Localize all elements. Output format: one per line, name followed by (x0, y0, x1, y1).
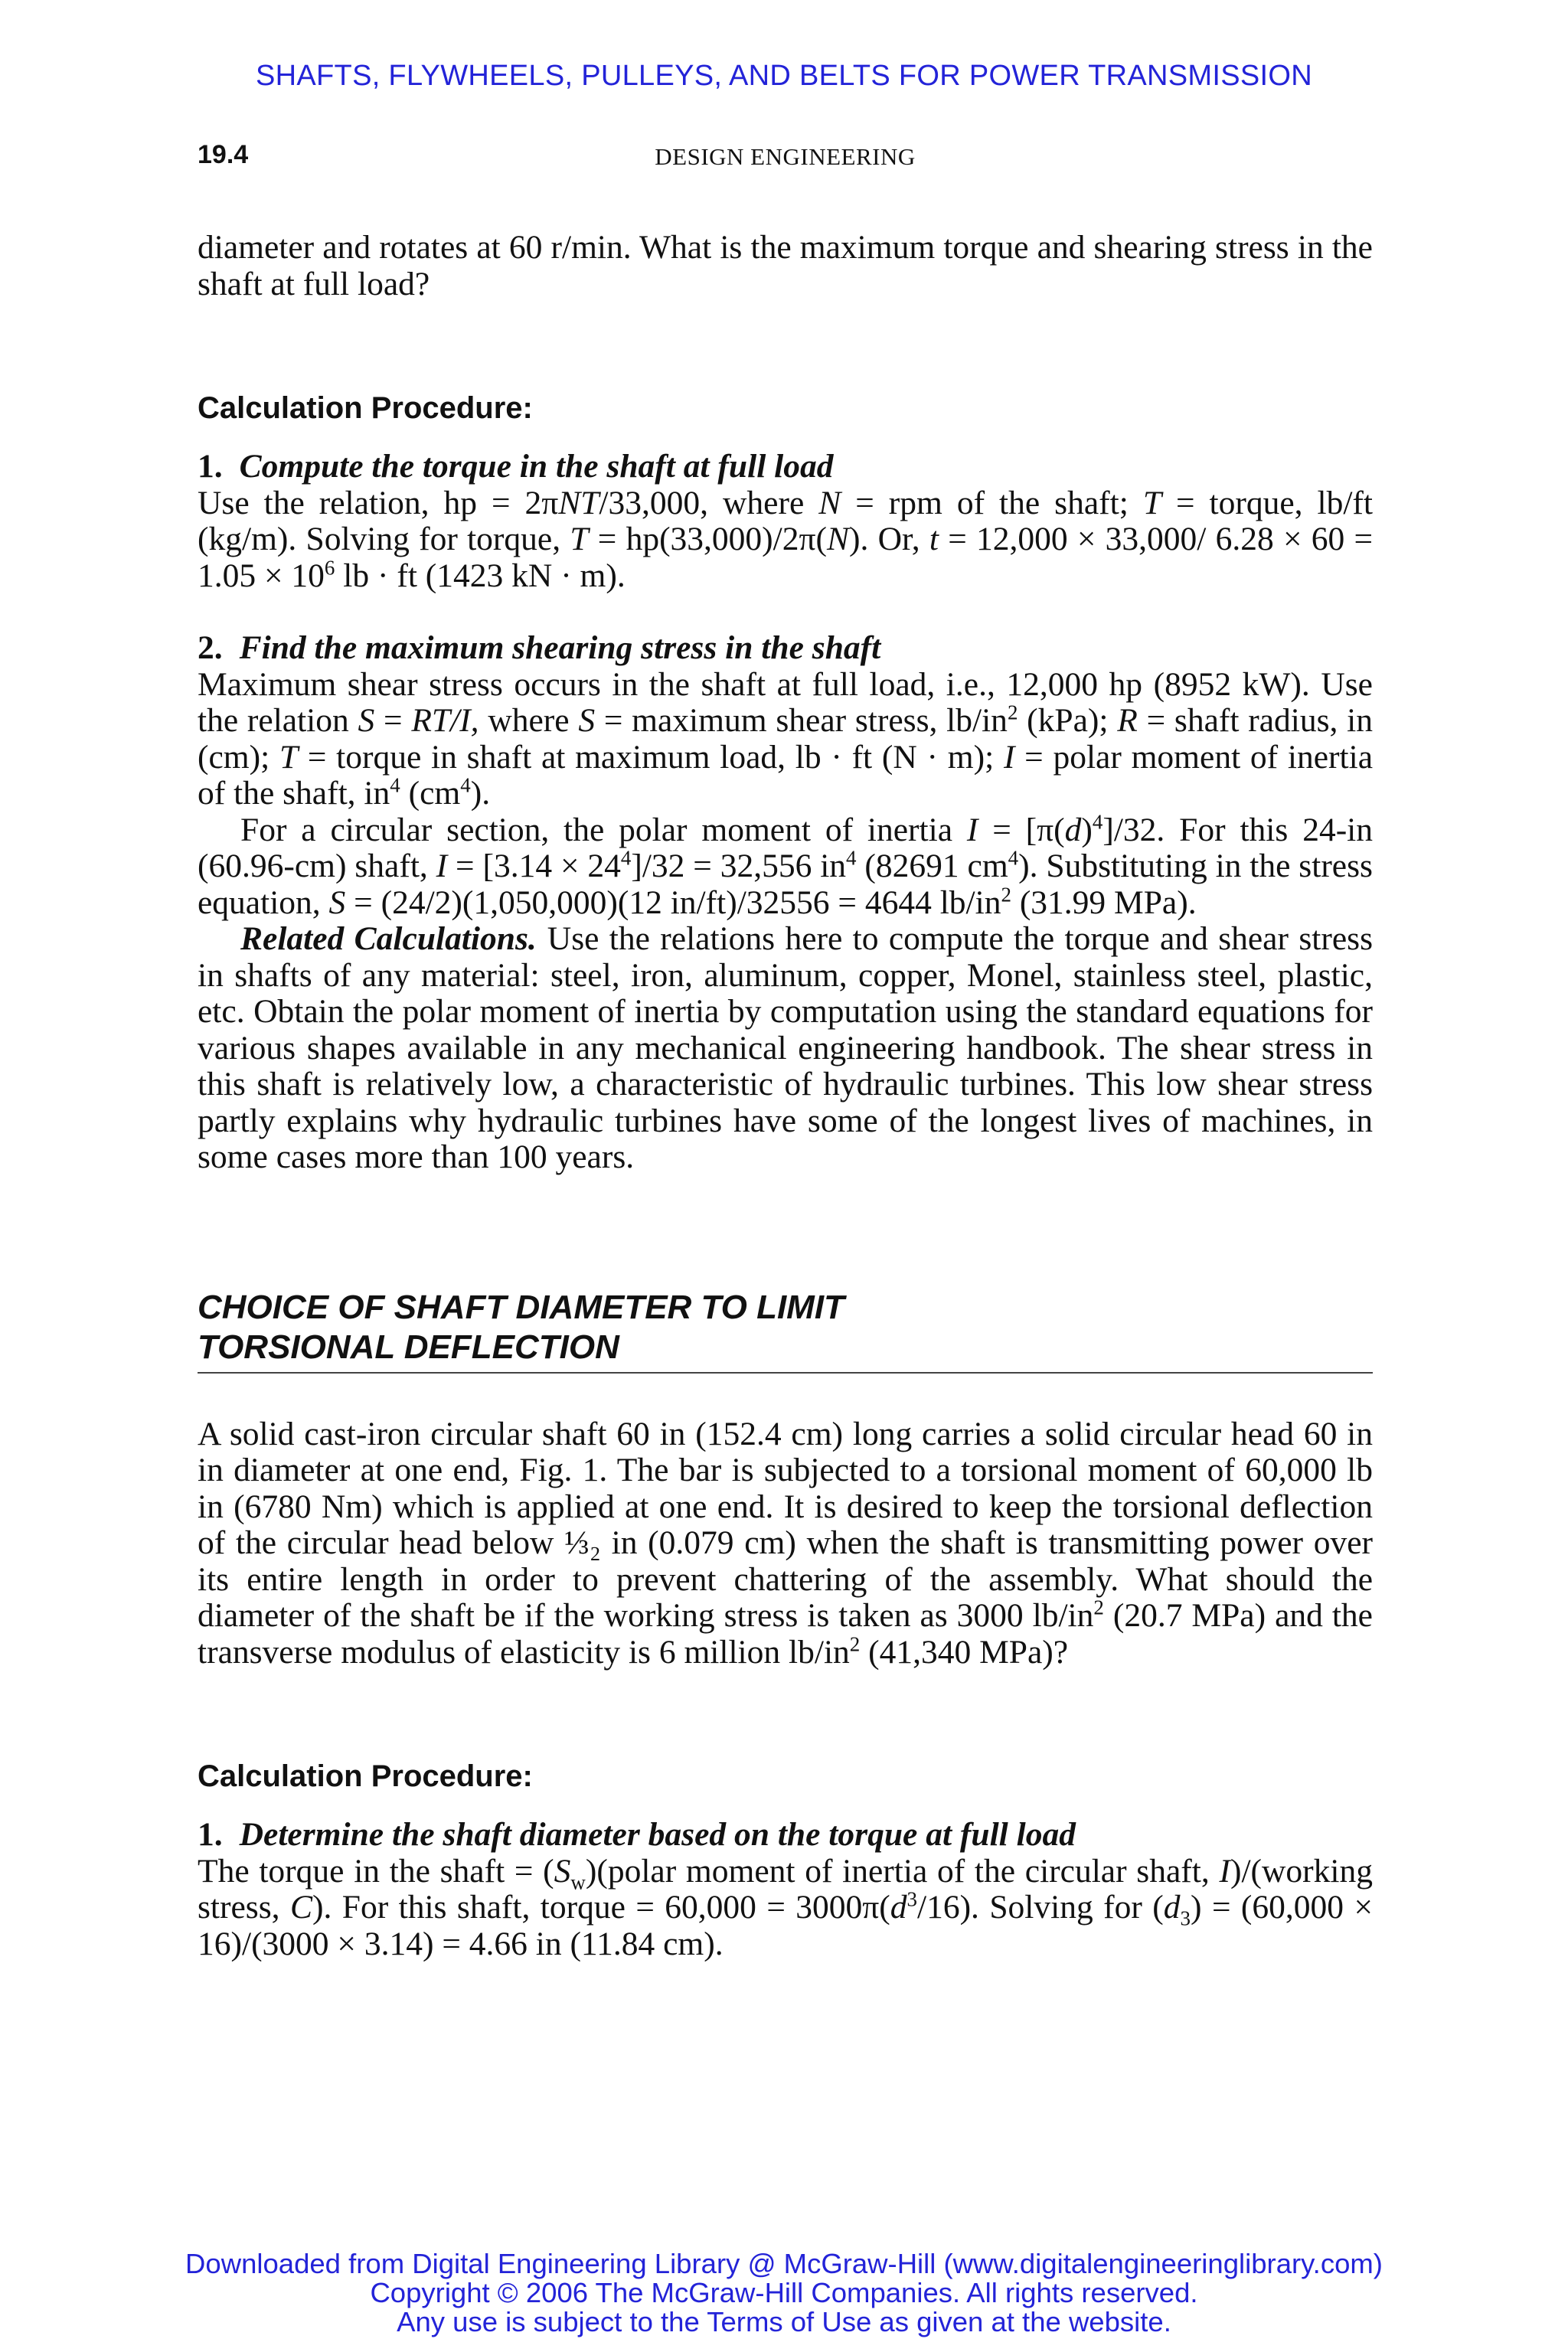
footer-line: Copyright © 2006 The McGraw-Hill Companies. All rights reserved. (370, 2277, 1198, 2308)
chapter-banner: SHAFTS, FLYWHEELS, PULLEYS, AND BELTS FOR POWER TRANSMISSION (256, 60, 1312, 92)
step-paragraph: Use the relation, hp = 2πNT/33,000, where N = rpm of the shaft; T = torque, lb/ft (kg/m). Solving for torque, T = hp(33,000)/2π(N). Or, t = 12,000 × 33,000/ $6.28 \times 60 = 1.05 \times 10^6$ lb · ft (1423 kN · m). (198, 484, 1373, 594)
step-paragraph: For a circular section, the polar moment of inertia $I = [\pi(d)^4]/32$. For this 24-in (60.96-cm) shaft, $I = [3.14 \times 24^4]/32 = 32,556$ $in^4$ (82691 $cm^4$). Substituting in the stress equation, S = (24/2)(1,050,000)(12 in/ft)/32556 = 4644 $lb/in^2$ (31.99 MPa). (198, 810, 1374, 921)
step-heading (198, 630, 1373, 667)
section-title: CHOICE OF SHAFT DIAMETER TO LIMIT TORSIONAL DEFLECTION (198, 1288, 1373, 1374)
step-paragraph: Maximum shear stress occurs in the shaft at full load, i.e., 12,000 hp (8952 kW). Use the relation S = RT/I, where S = maximum shear stress, $lb/in^2$ (kPa); R = shaft radius, in (cm); T = torque in shaft at maximum load, lb · ft (N · m); I = polar moment of inertia of the shaft, $in^4$ $(cm^4)$. (198, 665, 1373, 812)
problem-statement: A solid cast-iron circular shaft 60 in (152.4 cm) long carries a solid circular head 60 in in diameter at one end, Fig. 1. The bar is subjected to a torsional moment of 60,000 lb in (6780 Nm) which is applied at one end. It is desired to keep the torsional deflection of the circular head below ⅓₂ in (0.079 cm) when the shaft is transmitting power over its entire length in order to prevent chattering of the assembly. What should the diameter of the shaft be if the working stress is taken as 3000 $lb/in^2$ (20.7 MPa) and the transverse modulus of elasticity is 6 million $lb/in^2$ (41,340 MPa)? (198, 1415, 1373, 1671)
related-calculations-label: Related Calculations. (240, 920, 537, 957)
calculation-procedure-label: Calculation Procedure: (198, 391, 533, 425)
step-number: 2. (198, 629, 223, 666)
download-footer (0, 2249, 1568, 2337)
step-title: Find the maximum shearing stress in the shaft (239, 629, 881, 666)
step-title: Determine the shaft diameter based on the torque at full load (239, 1816, 1076, 1853)
step-number: 1. (198, 448, 223, 485)
step-heading (198, 449, 1373, 485)
related-calculations-text: Use the relations here to compute the torque and shear stress in shafts of any material: steel, iron, aluminum, copper, Monel, stainless steel, plastic, etc. Obtain the polar moment of inertia by computation using the standard equations for various shapes available in any mechanical engineering handbook. The shear stress in this shaft is relatively low, a characteristic of hydraulic turbines. This low shear stress partly explains why hydraulic turbines have some of the longest lives of machines, in some cases more than 100 years. (198, 920, 1374, 1175)
calculation-procedure-label: Calculation Procedure: (198, 1759, 533, 1793)
page-number: 19.4 (198, 140, 249, 169)
footer-line: Any use is subject to the Terms of Use as given at the website. (397, 2306, 1171, 2337)
step-heading (198, 1817, 1373, 1854)
intro-paragraph: diameter and rotates at 60 r/min. What is the maximum torque and shearing stress in the shaft at full load? (198, 229, 1373, 302)
step-paragraph: The torque in the shaft = $(S_w)(polar$ moment of inertia of the circular shaft, I)/(working stress, C). For this shaft, torque = $60,000 = 3000\pi(d^3/16)$. Solving for $(d_3) = (60,000 \times 16)/(3000 \times 3.14) = 4.66$ in (11.84 cm). (198, 1852, 1373, 1962)
running-head-title: DESIGN ENGINEERING (655, 143, 916, 170)
step-number: 1. (198, 1816, 223, 1853)
document-body (198, 230, 1373, 1962)
related-calculations-paragraph (198, 921, 1373, 1176)
footer-line: Downloaded from Digital Engineering Library @ McGraw-Hill (www.digitalengineeringlibrary.com) (185, 2248, 1383, 2279)
step-title: Compute the torque in the shaft at full load (239, 448, 834, 485)
running-head (198, 140, 1373, 178)
